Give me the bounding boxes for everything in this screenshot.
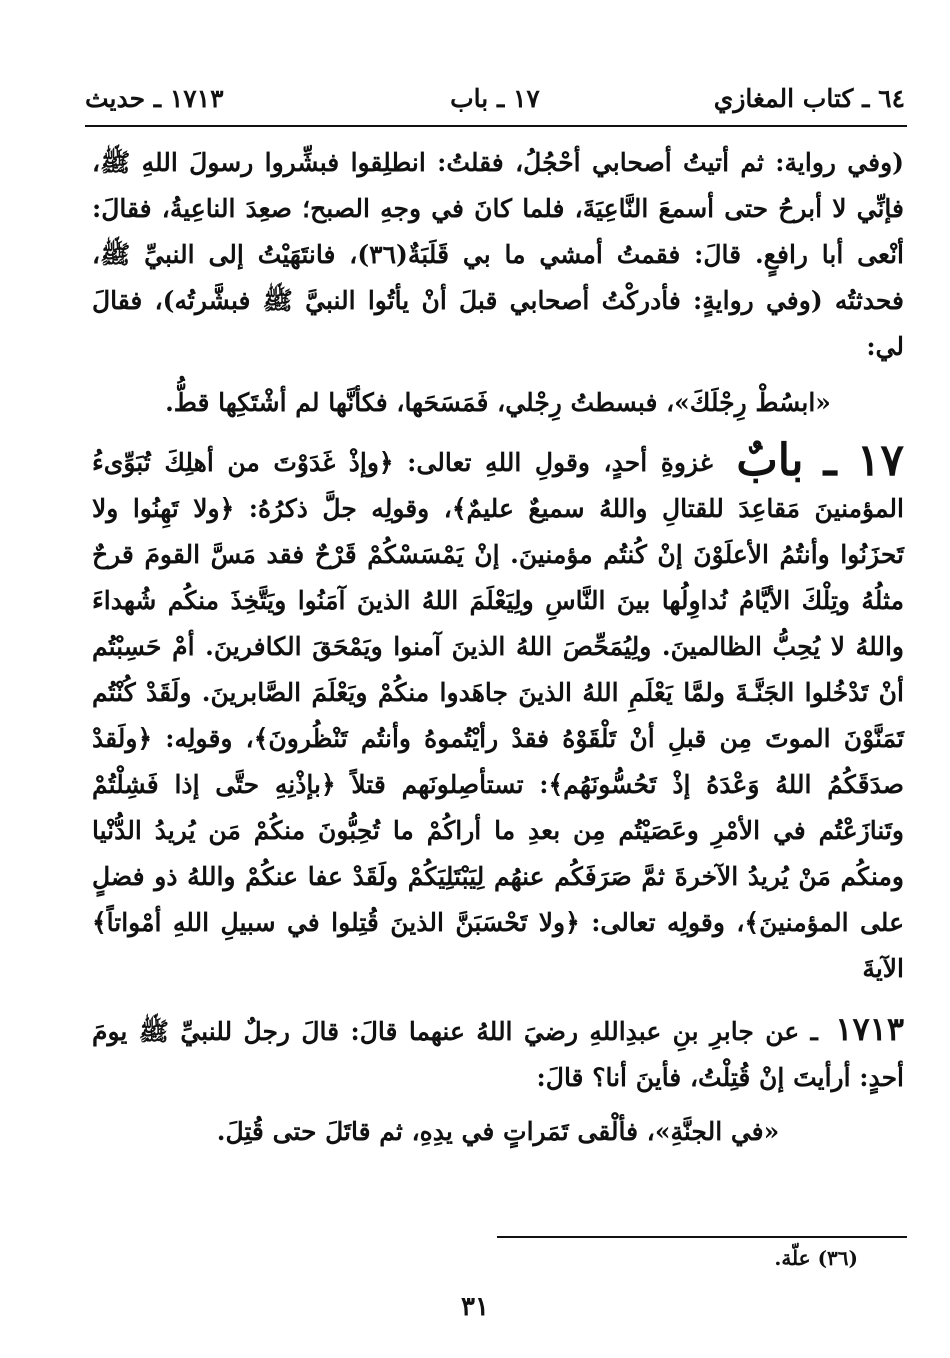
header-chapter: ١٧ ـ باب: [450, 84, 540, 113]
intro-text: (وفي رواية: ثم أتيتُ أصحابي أحْجُلُ، فقلتُ: انطلِقوا فبشِّروا رسولَ اللهِ ﷺ، فإنِّي لا أبرحُ حتى أسمعَ النَّاعِيَةَ، فلما كانَ في وجهِ الصبح؛ صعِدَ الناعِيةُ، فقالَ: أنْعى أبا رافعٍ. قالَ: فقمتُ أمشي ما بي قَلَبَةٌ(٣٦)، فانتَهَيْتُ إلى النبيِّ ﷺ، فحدثتُه (وفي روايةٍ: فأدركْتُ أصحابي قبلَ أنْ يأتُوا النبيَّ ﷺ فبشَّرتُه)، فقالَ لي:: [92, 148, 904, 361]
hadith-quote: «في الجنَّةِ»، فألْقى تَمَراتٍ في يدِهِ، ثم قاتَلَ حتى قُتِلَ.: [216, 1117, 780, 1146]
footnote: (٣٦) علّة.: [774, 1246, 858, 1270]
intro-paragraph: [92, 140, 904, 426]
chapter-title: ١٧ ـ بابٌ: [736, 435, 904, 486]
main-text: [92, 140, 904, 1155]
chapter-text: غزوةِ أحدٍ، وقولِ اللهِ تعالى: ﴿وإذْ غَدَوْتَ من أهلِكَ تُبَوِّىءُ المؤمنينَ مَقاعِدَ للقتالِ واللهُ سميعٌ عليمٌ﴾، وقولِه جلَّ ذكرُهُ: ﴿ولا تَهِنُوا ولا تَحزَنُوا وأنتُمُ الأعلَوْنَ إنْ كُنتُم مؤمنينَ. إنْ يَمْسَسْكُمْ قَرْحٌ فقد مَسَّ القومَ قرحٌ مثلُهُ وتِلْكَ الأيَّامُ نُداوِلُها بينَ النَّاسِ ولِيَعْلَمَ اللهُ الذينَ آمَنُوا ويَتَّخِذَ منكُم شُهداءَ واللهُ لا يُحِبُّ الظالمينَ. ولِيُمَحِّصَ اللهُ الذينَ آمنوا ويَمْحَقَ الكافرينَ. أمْ حَسِبْتُم أنْ تَدْخُلوا الجَنَّـةَ ولمَّا يَعْلَمِ اللهُ الذينَ جاهَدوا منكُمْ ويَعْلَمَ الصَّابرينَ. ولَقَدْ كُنْتُم تَمَنَّوْنَ الموتَ مِن قبلِ أنْ تَلْقَوْهُ فقدْ رأيْتُموهُ وأنتُم تَنْظُرونَ﴾، وقولِه: ﴿ولَقدْ صدَقَكُمُ اللهُ وَعْدَهُ إذْ تَحُسُّونَهُم﴾: تستأصِلونَهم قتلاً ﴿بإذْنِهِ حتَّى إذا فَشِلْتُمْ وتَنازَعْتُم في الأمْرِ وعَصَيْتُم مِن بعدِ ما أراكُمْ ما تُحِبُّونَ منكُمْ مَن يُريدُ الدُّنْيا ومنكُم مَنْ يُريدُ الآخرةَ ثمَّ صَرَفَكُم عنهُم لِيَبْتَلِيَكُمْ ولَقَدْ عفا عنكُمْ واللهُ ذو فضلٍ على المؤمنينَ﴾، وقولِه تعالى: ﴿ولا تَحْسَبَنَّ الذينَ قُتِلوا في سبيلِ اللهِ أمْواتاً﴾ الآيةَ: [92, 448, 904, 983]
page-number: ٣١: [461, 1292, 489, 1322]
hadith-number: ١٧١٣: [835, 1010, 904, 1048]
chapter-paragraph: [92, 435, 904, 992]
footnote-rule: [497, 1236, 907, 1238]
header-rule: [85, 125, 907, 127]
intro-quote: «ابسُطْ رِجْلَكَ»، فبسطتُ رِجْلي، فَمَسَحَها، فكأنَّها لم أشْتَكِها قطُّ.: [165, 388, 831, 417]
hadith-paragraph: [92, 1006, 904, 1155]
running-header: [85, 78, 905, 122]
hadith-text: ـ عن جابرِ بنِ عبدِاللهِ رضيَ اللهُ عنهما قالَ: قالَ رجلٌ للنبيِّ ﷺ يومَ أحدٍ: أرأيتَ إنْ قُتِلْتُ، فأينَ أنا؟ قالَ:: [92, 1017, 904, 1092]
header-book-title: ٦٤ ـ كتاب المغازي: [713, 84, 905, 113]
header-hadith-number: ١٧١٣ ـ حديث: [85, 84, 224, 113]
